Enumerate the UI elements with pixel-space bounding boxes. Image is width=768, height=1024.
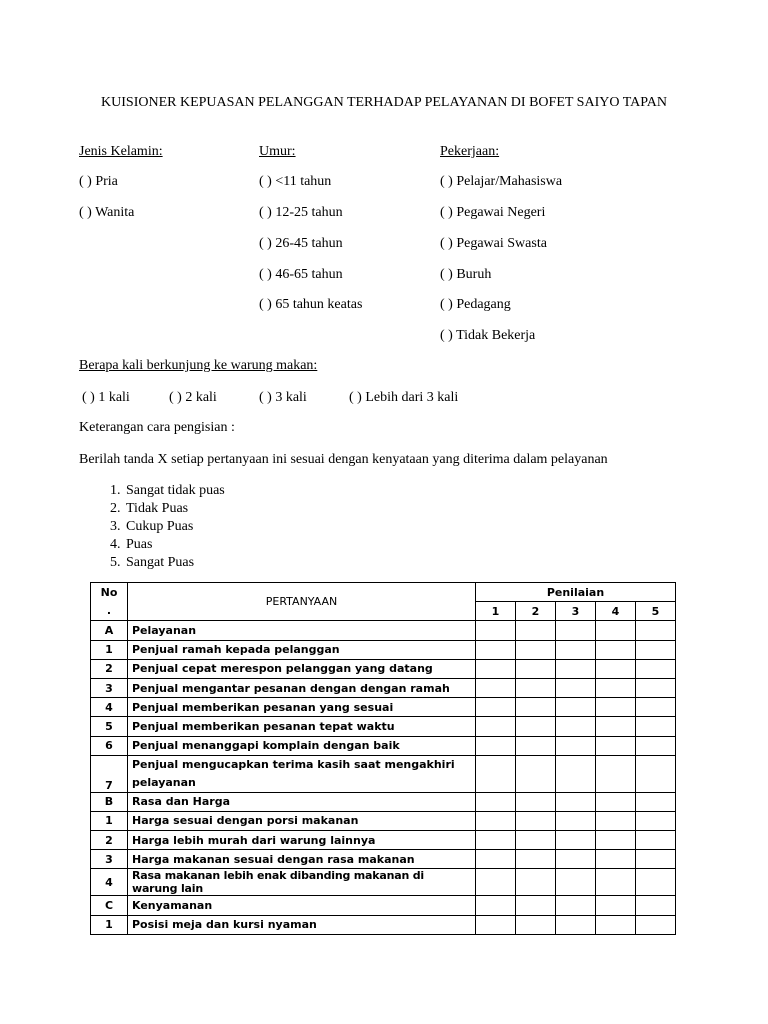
rating-cell[interactable]	[636, 755, 676, 792]
row-no: 7	[91, 755, 128, 792]
rating-cell[interactable]	[636, 896, 676, 915]
rating-cell[interactable]	[636, 915, 676, 934]
rating-cell[interactable]	[516, 869, 556, 896]
rating-cell[interactable]	[636, 640, 676, 659]
rating-cell[interactable]	[636, 792, 676, 811]
col-header-rating: Penilaian	[476, 583, 676, 602]
age-option-3[interactable]	[259, 236, 343, 252]
rating-cell[interactable]	[516, 678, 556, 697]
rating-cell[interactable]	[476, 869, 516, 896]
option-label: Lebih dari 3 kali	[365, 390, 459, 405]
rating-cell[interactable]	[516, 698, 556, 717]
rating-cell[interactable]	[556, 640, 596, 659]
row-no: 5	[91, 717, 128, 736]
rating-cell[interactable]	[476, 831, 516, 850]
rating-cell[interactable]	[476, 621, 516, 640]
checkbox-box: ( )	[82, 390, 95, 405]
table-row	[91, 640, 676, 659]
checkbox-box: ( )	[440, 174, 453, 189]
checkbox-box: ( )	[349, 390, 362, 405]
document-title: KUISIONER KEPUASAN PELANGGAN TERHADAP PELAYANAN DI BOFET SAIYO TAPAN	[101, 95, 667, 110]
row-question: Kenyamanan	[128, 896, 476, 915]
table-row	[91, 869, 676, 896]
rating-cell[interactable]	[556, 621, 596, 640]
job-option-5[interactable]	[440, 297, 511, 313]
table-row	[91, 698, 676, 717]
checkbox-box: ( )	[440, 205, 453, 220]
rating-cell[interactable]	[636, 736, 676, 755]
rating-cell[interactable]	[596, 831, 636, 850]
table-row	[91, 621, 676, 640]
gender-label: Jenis Kelamin:	[79, 144, 163, 159]
rating-cell[interactable]	[596, 896, 636, 915]
row-question: Harga makanan sesuai dengan rasa makanan	[128, 850, 476, 869]
checkbox-box: ( )	[79, 174, 92, 189]
row-question: Harga sesuai dengan porsi makanan	[128, 811, 476, 830]
rating-cell[interactable]	[596, 717, 636, 736]
checkbox-box: ( )	[79, 205, 92, 220]
row-question: Pelayanan	[128, 621, 476, 640]
row-no: A	[91, 621, 128, 640]
rating-cell[interactable]	[636, 698, 676, 717]
row-no: C	[91, 896, 128, 915]
rating-cell[interactable]	[596, 915, 636, 934]
scale-item: 4. Puas	[124, 536, 225, 554]
checkbox-box: ( )	[169, 390, 182, 405]
row-no: 1	[91, 811, 128, 830]
job-option-3[interactable]	[440, 236, 547, 252]
visits-option-3[interactable]	[259, 390, 307, 406]
rating-cell[interactable]	[596, 698, 636, 717]
option-label: Pelajar/Mahasiswa	[456, 174, 563, 189]
rating-cell[interactable]	[476, 717, 516, 736]
row-no: 2	[91, 659, 128, 678]
checkbox-box: ( )	[259, 390, 272, 405]
rating-cell[interactable]	[596, 621, 636, 640]
rating-cell[interactable]	[596, 869, 636, 896]
rating-cell[interactable]	[556, 659, 596, 678]
rating-cell[interactable]	[516, 831, 556, 850]
rating-cell[interactable]	[476, 811, 516, 830]
row-question: Penjual memberikan pesanan yang sesuai	[128, 698, 476, 717]
age-option-1[interactable]	[259, 174, 331, 190]
checkbox-box: ( )	[440, 297, 453, 312]
table-row	[91, 850, 676, 869]
row-question: Posisi meja dan kursi nyaman	[128, 915, 476, 934]
row-no: 1	[91, 640, 128, 659]
rating-cell[interactable]	[556, 850, 596, 869]
checkbox-box: ( )	[440, 328, 453, 343]
rating-cell[interactable]	[516, 896, 556, 915]
rating-cell[interactable]	[516, 811, 556, 830]
table-row	[91, 659, 676, 678]
rating-cell[interactable]	[636, 811, 676, 830]
rating-cell[interactable]	[476, 640, 516, 659]
rating-cell[interactable]	[516, 640, 556, 659]
rating-cell[interactable]	[636, 621, 676, 640]
option-label: Buruh	[456, 267, 492, 282]
rating-cell[interactable]	[516, 850, 556, 869]
job-option-2[interactable]	[440, 205, 545, 221]
row-no: 3	[91, 678, 128, 697]
rating-cell[interactable]	[636, 850, 676, 869]
rating-cell[interactable]	[596, 792, 636, 811]
age-label: Umur:	[259, 144, 296, 159]
row-no: 1	[91, 915, 128, 934]
row-no: 4	[91, 698, 128, 717]
rating-cell[interactable]	[476, 792, 516, 811]
checkbox-box: ( )	[259, 297, 272, 312]
rating-cell[interactable]	[596, 678, 636, 697]
rating-col-4: 4	[596, 602, 636, 621]
rating-cell[interactable]	[516, 717, 556, 736]
row-question: Penjual memberikan pesanan tepat waktu	[128, 717, 476, 736]
rating-cell[interactable]	[556, 755, 596, 792]
col-no-text: No	[100, 585, 118, 599]
rating-cell[interactable]	[636, 869, 676, 896]
rating-cell[interactable]	[636, 717, 676, 736]
job-label: Pekerjaan:	[440, 144, 500, 159]
rating-cell[interactable]	[556, 698, 596, 717]
rating-scale-list	[100, 482, 225, 572]
rating-cell[interactable]	[636, 831, 676, 850]
checkbox-box: ( )	[259, 267, 272, 282]
rating-cell[interactable]	[556, 831, 596, 850]
rating-cell[interactable]	[476, 896, 516, 915]
gender-option-pria[interactable]	[79, 174, 118, 190]
visits-option-1[interactable]	[82, 390, 130, 406]
age-option-5[interactable]	[259, 297, 362, 313]
row-question: Penjual menanggapi komplain dengan baik	[128, 736, 476, 755]
row-question: Penjual cepat merespon pelanggan yang datang	[128, 659, 476, 678]
row-no: 3	[91, 850, 128, 869]
visits-label: Berapa kali berkunjung ke warung makan:	[79, 358, 318, 373]
row-question: Rasa makanan lebih enak dibanding makanan di warung lain	[128, 869, 476, 896]
table-row	[91, 831, 676, 850]
scale-item: 5. Sangat Puas	[124, 554, 225, 572]
job-option-4[interactable]	[440, 267, 491, 283]
option-label: 46-65 tahun	[275, 267, 343, 282]
checkbox-box: ( )	[259, 236, 272, 251]
rating-cell[interactable]	[516, 915, 556, 934]
instructions-heading: Keterangan cara pengisian :	[79, 420, 235, 435]
option-label: 3 kali	[275, 390, 307, 405]
rating-cell[interactable]	[556, 896, 596, 915]
rating-cell[interactable]	[516, 755, 556, 792]
option-label: Tidak Bekerja	[456, 328, 536, 343]
rating-col-3: 3	[556, 602, 596, 621]
rating-cell[interactable]	[556, 811, 596, 830]
row-question: Penjual ramah kepada pelanggan	[128, 640, 476, 659]
rating-cell[interactable]	[516, 792, 556, 811]
checkbox-box: ( )	[440, 236, 453, 251]
rating-cell[interactable]	[476, 698, 516, 717]
rating-cell[interactable]	[476, 755, 516, 792]
option-label: Pedagang	[456, 297, 511, 312]
row-no: 4	[91, 869, 128, 896]
table-row	[91, 792, 676, 811]
option-label: 1 kali	[98, 390, 130, 405]
option-label: Pria	[95, 174, 118, 189]
row-question: Penjual mengucapkan terima kasih saat mengakhiri pelayanan	[128, 755, 476, 792]
rating-cell[interactable]	[476, 678, 516, 697]
rating-cell[interactable]	[596, 736, 636, 755]
row-question: Penjual mengantar pesanan dengan dengan ramah	[128, 678, 476, 697]
scale-item: 2. Tidak Puas	[124, 500, 225, 518]
age-option-4[interactable]	[259, 267, 343, 283]
rating-cell[interactable]	[596, 659, 636, 678]
rating-cell[interactable]	[476, 659, 516, 678]
rating-cell[interactable]	[516, 736, 556, 755]
option-label: <11 tahun	[275, 174, 332, 189]
checkbox-box: ( )	[259, 205, 272, 220]
table-row	[91, 755, 676, 792]
rating-cell[interactable]	[596, 755, 636, 792]
option-label: Wanita	[95, 205, 135, 220]
checkbox-box: ( )	[259, 174, 272, 189]
row-no: 2	[91, 831, 128, 850]
col-no-dot: .	[106, 603, 112, 617]
option-label: Pegawai Negeri	[456, 205, 546, 220]
option-label: 2 kali	[185, 390, 217, 405]
rating-cell[interactable]	[476, 915, 516, 934]
table-row	[91, 717, 676, 736]
rating-cell[interactable]	[636, 678, 676, 697]
scale-item: 3. Cukup Puas	[124, 518, 225, 536]
rating-col-1: 1	[476, 602, 516, 621]
option-label: 26-45 tahun	[275, 236, 343, 251]
rating-cell[interactable]	[556, 678, 596, 697]
rating-col-5: 5	[636, 602, 676, 621]
table-row	[91, 896, 676, 915]
row-no: 6	[91, 736, 128, 755]
rating-cell[interactable]	[596, 850, 636, 869]
col-header-question: PERTANYAAN	[128, 583, 476, 621]
visits-option-4[interactable]	[349, 390, 458, 406]
rating-cell[interactable]	[556, 869, 596, 896]
rating-cell[interactable]	[596, 811, 636, 830]
rating-cell[interactable]	[476, 850, 516, 869]
rating-col-2: 2	[516, 602, 556, 621]
rating-cell[interactable]	[516, 659, 556, 678]
option-label: 12-25 tahun	[275, 205, 343, 220]
rating-cell[interactable]	[596, 640, 636, 659]
age-option-2[interactable]	[259, 205, 343, 221]
row-question: Rasa dan Harga	[128, 792, 476, 811]
table-row	[91, 915, 676, 934]
rating-cell[interactable]	[556, 717, 596, 736]
rating-cell[interactable]	[556, 736, 596, 755]
rating-cell[interactable]	[636, 659, 676, 678]
job-option-6[interactable]	[440, 328, 535, 344]
rating-cell[interactable]	[556, 792, 596, 811]
questionnaire-table	[90, 582, 676, 935]
rating-cell[interactable]	[476, 736, 516, 755]
job-option-1[interactable]	[440, 174, 562, 190]
row-question: Harga lebih murah dari warung lainnya	[128, 831, 476, 850]
table-row	[91, 811, 676, 830]
rating-cell[interactable]	[516, 621, 556, 640]
table-row	[91, 736, 676, 755]
option-label: 65 tahun keatas	[275, 297, 363, 312]
table-row	[91, 678, 676, 697]
checkbox-box: ( )	[440, 267, 453, 282]
col-header-no	[91, 583, 128, 621]
row-no: B	[91, 792, 128, 811]
rating-cell[interactable]	[556, 915, 596, 934]
table-body	[91, 621, 676, 934]
scale-item: 1. Sangat tidak puas	[124, 482, 225, 500]
option-label: Pegawai Swasta	[456, 236, 547, 251]
instructions-text: Berilah tanda X setiap pertanyaan ini sesuai dengan kenyataan yang diterima dalam pelayanan	[79, 452, 608, 467]
visits-option-2[interactable]	[169, 390, 217, 406]
gender-option-wanita[interactable]	[79, 205, 134, 221]
